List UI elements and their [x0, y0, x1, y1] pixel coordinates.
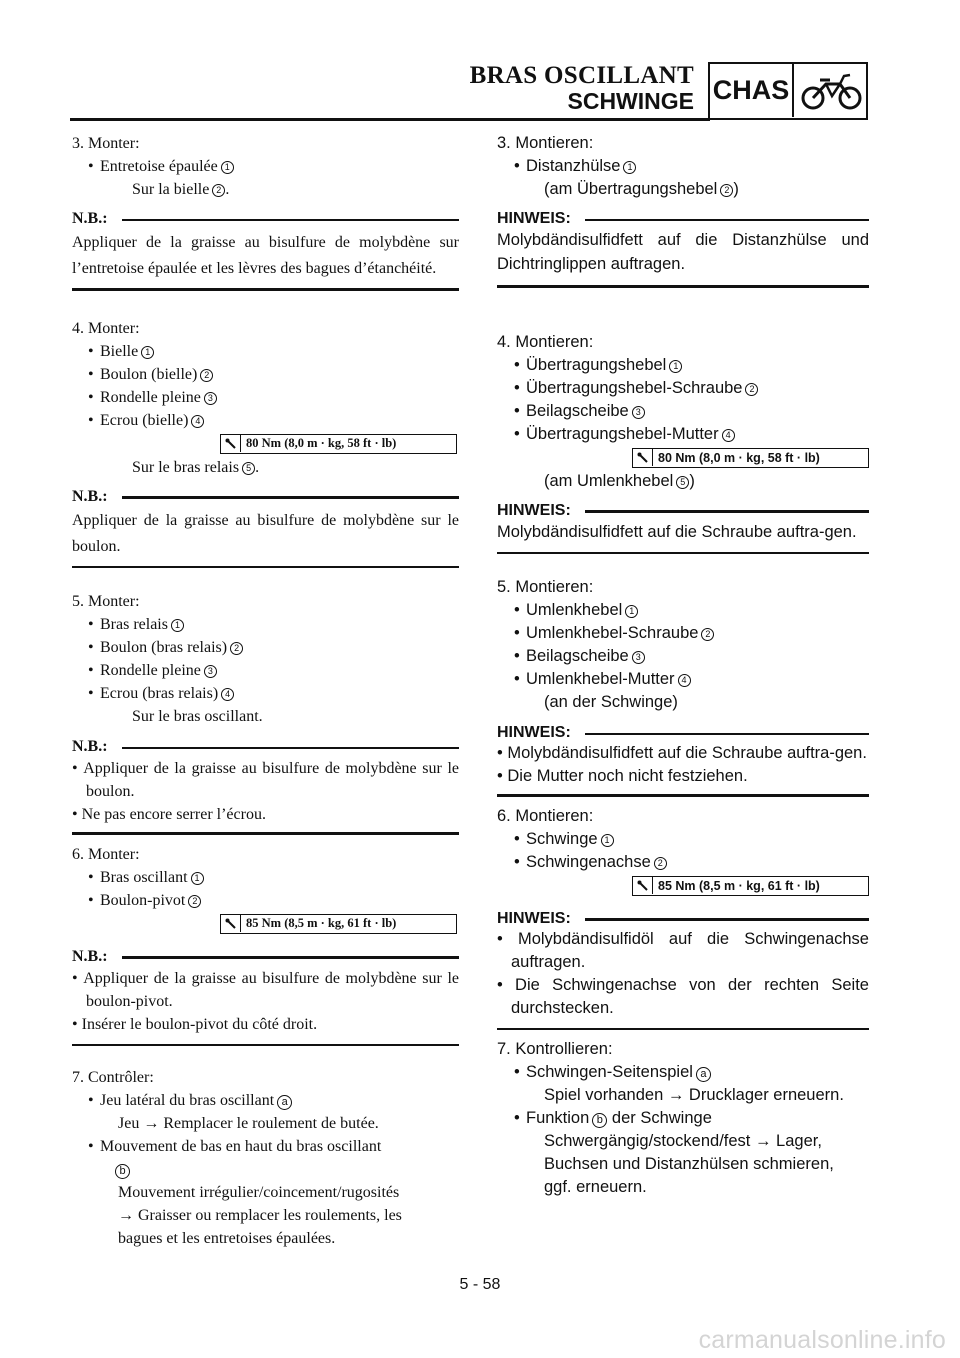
list-item: • Bras oscillant 1 [72, 866, 459, 889]
de-note-3 [497, 210, 869, 288]
torque-spec [220, 434, 457, 454]
note-bullet: • Appliquer de la graisse au bisulfure de molybdène sur le boulon. [72, 760, 459, 800]
list-item-detail: Spiel vorhanden → Drucklager erneuern. [544, 1086, 844, 1104]
list-item: • Übertragungshebel-Schraube 2 [497, 377, 869, 400]
list-item: • Boulon (bras relais) 2 [72, 636, 459, 659]
list-item: • Boulon (bielle) 2 [72, 363, 459, 386]
torque-value: 80 Nm (8,0 m · kg, 58 ft · lb) [658, 450, 820, 465]
torque-value: 85 Nm (8,5 m · kg, 61 ft · lb) [246, 916, 397, 930]
note-bullet: • Insérer le boulon-pivot du côté droit. [72, 1015, 318, 1033]
german-column [497, 128, 869, 1199]
fr-step-6 [72, 843, 459, 934]
de-step-7 [497, 1038, 869, 1199]
list-item: • Rondelle pleine 3 [72, 386, 459, 409]
note-bullet: • Appliquer de la graisse au bisulfure de molybdène sur le boulon-pivot. [72, 969, 459, 1010]
list-item: • Ecrou (bielle) 4 [72, 409, 459, 432]
watermark: carmanualsonline.info [698, 1326, 946, 1354]
list-item-detail: Buchsen und Distanzhülsen schmieren, [544, 1155, 834, 1173]
note-heading: N.B.: [72, 488, 459, 506]
step-title: 4. Monter: [72, 319, 140, 337]
motorcycle-icon [796, 66, 866, 116]
list-item: • Bielle 1 [72, 340, 459, 363]
step-title: 7. Kontrollieren: [497, 1040, 613, 1058]
note-heading: N.B.: [72, 948, 459, 966]
fr-step-4 [72, 317, 459, 479]
note-divider [72, 288, 459, 291]
note-bullet: • Molybdändisulfidöl auf die Schwingenachse auftragen. [497, 929, 869, 971]
list-item-detail: Jeu → Remplacer le roulement de butée. [118, 1115, 379, 1132]
note-heading: N.B.: [72, 210, 459, 228]
torque-value: 80 Nm (8,0 m · kg, 58 ft · lb) [246, 436, 397, 450]
list-item-detail: Sur le bras relais 5 . [132, 458, 260, 476]
note-text: Molybdändisulfidfett auf die Schraube auftra-gen. [497, 522, 857, 541]
fr-step-3 [72, 132, 459, 201]
wrench-icon [221, 435, 241, 452]
list-item: • Rondelle pleine 3 [72, 659, 459, 682]
fr-note-3 [72, 210, 459, 291]
section-title-de: SCHWINGE [567, 88, 694, 114]
list-item-detail: Sur la bielle 2 . [132, 181, 230, 198]
list-item: • Boulon-pivot 2 [72, 889, 459, 912]
note-heading: HINWEIS: [497, 910, 869, 928]
note-text: Appliquer de la graisse au bisulfure de molybdène sur le boulon. [72, 511, 459, 555]
list-item: • Umlenkhebel-Mutter 4 [497, 668, 869, 691]
note-heading: HINWEIS: [497, 210, 869, 228]
chapter-badge [708, 62, 868, 120]
step-title: 4. Montieren: [497, 332, 594, 351]
wrench-icon [633, 449, 653, 466]
torque-spec [632, 448, 869, 468]
list-item: • Beilagscheibe 3 [497, 645, 869, 668]
note-divider [497, 552, 869, 555]
list-item: • Übertragungshebel-Mutter 4 [497, 423, 869, 446]
list-item-detail: Mouvement irrégulier/coincement/rugosités [118, 1184, 400, 1201]
list-item-detail: ggf. erneuern. [544, 1178, 647, 1196]
list-item-detail: → Graisser ou remplacer les roulements, les [118, 1207, 402, 1224]
list-item-detail: (am Übertragungshebel 2 ) [544, 180, 739, 198]
list-item: • Übertragungshebel 1 [497, 354, 869, 377]
label-b: b [72, 1158, 459, 1181]
note-heading: HINWEIS: [497, 502, 869, 520]
step-title: 3. Monter: [72, 135, 140, 152]
note-divider [497, 794, 869, 797]
list-item: • Distanzhülse 1 [497, 155, 869, 178]
french-column [72, 128, 459, 1250]
torque-spec [632, 876, 869, 896]
note-text: Molybdändisulfidfett auf die Distanzhülse und Dichtringlippen auftragen. [497, 231, 869, 273]
page-number: 5 - 58 [459, 1276, 501, 1293]
note-divider [72, 566, 459, 569]
list-item: • Entretoise épaulée 1 [72, 155, 459, 178]
list-item-detail: (an der Schwinge) [544, 693, 678, 711]
list-item-detail: bagues et les entretoises épaulées. [118, 1230, 336, 1247]
wrench-icon [633, 877, 653, 894]
list-item: • Bras relais 1 [72, 613, 459, 636]
list-item: • Jeu latéral du bras oscillant a [72, 1089, 459, 1112]
de-note-6 [497, 910, 869, 1031]
note-divider [72, 1044, 459, 1047]
note-divider [497, 1028, 869, 1031]
de-note-5 [497, 724, 869, 797]
torque-spec [220, 914, 457, 934]
de-step-6 [497, 805, 869, 896]
note-heading: N.B.: [72, 738, 459, 756]
note-heading: HINWEIS: [497, 724, 869, 742]
fr-note-4 [72, 488, 459, 569]
list-item: • Umlenkhebel-Schraube 2 [497, 622, 869, 645]
list-item-detail: Schwergängig/stockend/fest → Lager, [544, 1132, 822, 1150]
list-item-detail: (am Umlenkhebel 5 ) [544, 471, 695, 490]
list-item: • Beilagscheibe 3 [497, 400, 869, 423]
step-title: 6. Monter: [72, 845, 140, 863]
fr-step-7 [72, 1066, 459, 1250]
chapter-label: CHAS [710, 64, 794, 117]
list-item-detail: Sur le bras oscillant. [132, 708, 263, 725]
note-bullet: • Die Schwingenachse von der rechten Seite durchstecken. [497, 975, 869, 1017]
list-item: • Ecrou (bras relais) 4 [72, 682, 459, 705]
list-item: • Schwinge 1 [497, 828, 869, 851]
note-text: Appliquer de la graisse au bisulfure de molybdène sur l’entretoise épaulée et les lèvres des bagues d’étanchéité. [72, 234, 459, 277]
fr-step-5 [72, 590, 459, 728]
list-item: • Schwingenachse 2 [497, 851, 869, 874]
wrench-icon [221, 915, 241, 932]
fr-note-6 [72, 948, 459, 1047]
note-bullet: • Die Mutter noch nicht festziehen. [497, 767, 748, 785]
de-step-4 [497, 331, 869, 493]
de-step-3 [497, 132, 869, 201]
fr-note-5 [72, 738, 459, 835]
de-note-4 [497, 502, 869, 555]
step-title: 5. Monter: [72, 593, 140, 610]
note-bullet: • Molybdändisulfidfett auf die Schraube auftra-gen. [497, 744, 867, 762]
list-item: • Funktion b der Schwinge [497, 1107, 869, 1130]
torque-value: 85 Nm (8,5 m · kg, 61 ft · lb) [658, 878, 820, 893]
list-item: • Umlenkhebel 1 [497, 599, 869, 622]
step-title: 5. Montieren: [497, 578, 594, 596]
list-item: • Mouvement de bas en haut du bras oscillant [72, 1135, 459, 1158]
note-divider [497, 285, 869, 288]
step-title: 7. Contrôler: [72, 1069, 154, 1086]
de-step-5 [497, 576, 869, 714]
list-item: • Schwingen-Seitenspiel a [497, 1061, 869, 1084]
section-title-fr: BRAS OSCILLANT [469, 62, 694, 89]
step-title: 3. Montieren: [497, 134, 594, 152]
note-bullet: • Ne pas encore serrer l’écrou. [72, 806, 266, 823]
step-title: 6. Montieren: [497, 806, 594, 825]
note-divider [72, 832, 459, 835]
header-rule [70, 118, 710, 121]
